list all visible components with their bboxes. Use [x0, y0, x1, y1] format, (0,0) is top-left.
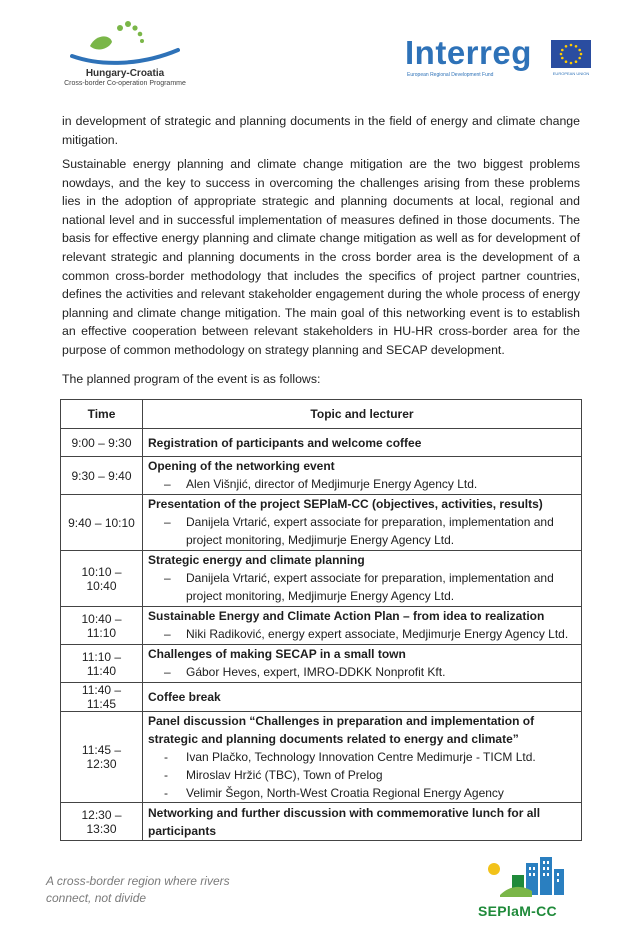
table-row: [61, 457, 582, 495]
slogan-line-1: A cross-border region where rivers: [46, 874, 230, 888]
intro-paragraph: in development of strategic and planning documents in the field of energy and climate change mitigation.: [62, 114, 580, 147]
lecturer-list: [148, 475, 576, 493]
program-rows: [61, 429, 582, 841]
project-logo-text: SEPlaM-CC: [478, 903, 557, 919]
lecturer-item: [148, 625, 576, 643]
bullet-dash: –: [164, 665, 171, 679]
row-topic: [143, 429, 582, 457]
table-row: [61, 683, 582, 712]
lecturer-text: Alen Višnjić, director of Medjimurje Energy Agency Ltd.: [186, 477, 478, 491]
slogan-line-2: connect, not divide: [46, 891, 147, 905]
row-topic: [143, 457, 582, 495]
row-time: 11:40 – 11:45: [61, 683, 143, 712]
row-time: 11:45 – 12:30: [61, 712, 143, 803]
lecturer-text: Danijela Vrtarić, expert associate for preparation, implementation and project monitoring, Medjimurje Energy Agency Ltd.: [186, 571, 554, 603]
lecturer-text: Gábor Heves, expert, IMRO-DDKK Nonprofit Kft.: [186, 665, 446, 679]
lecturer-item: [148, 513, 576, 549]
session-title: Presentation of the project SEPlaM-CC (objectives, activities, results): [148, 497, 543, 511]
lecturer-list: [148, 748, 576, 802]
city-buildings-icon: [486, 855, 576, 903]
session-title: Strategic energy and climate planning: [148, 553, 365, 567]
row-time: 9:40 – 10:10: [61, 495, 143, 551]
footer-slogan: [46, 873, 230, 907]
bullet-dash: -: [164, 768, 168, 782]
row-topic: [143, 683, 582, 712]
lecturer-text: Danijela Vrtarić, expert associate for preparation, implementation and project monitoring, Medjimurje Energy Agency Ltd.: [186, 515, 554, 547]
session-title: Opening of the networking event: [148, 459, 335, 473]
row-topic: [143, 645, 582, 683]
table-row: [61, 645, 582, 683]
table-row: [61, 495, 582, 551]
session-title: Coffee break: [148, 690, 221, 704]
row-time: 9:00 – 9:30: [61, 429, 143, 457]
interreg-wordmark: Interreg: [405, 34, 532, 71]
hungary-croatia-logo: [50, 20, 200, 100]
lecturer-item: [148, 663, 576, 681]
table-header-row: [61, 400, 582, 429]
fund-label: European Regional Development Fund: [407, 72, 494, 78]
lecturer-list: [148, 663, 576, 681]
table-row: [61, 803, 582, 841]
row-topic: [143, 551, 582, 607]
row-topic: [143, 803, 582, 841]
eu-flag-icon: [551, 40, 591, 68]
lecturer-list: [148, 625, 576, 643]
bullet-dash: -: [164, 786, 168, 800]
table-row: [61, 551, 582, 607]
row-time: 10:40 – 11:10: [61, 607, 143, 645]
program-table: [60, 399, 582, 841]
table-row: [61, 429, 582, 457]
lecturer-item: [148, 766, 576, 784]
eu-label: EUROPEAN UNION: [552, 71, 590, 76]
lecturer-text: Velimir Šegon, North-West Croatia Regional Energy Agency: [186, 786, 504, 800]
topic-column-header: Topic and lecturer: [143, 400, 582, 429]
row-topic: [143, 712, 582, 803]
bullet-dash: –: [164, 515, 171, 529]
lecturer-text: Miroslav Hržić (TBC), Town of Prelog: [186, 768, 383, 782]
lecturer-item: [148, 569, 576, 605]
hungary-croatia-emblem-icon: [70, 20, 180, 68]
row-time: 11:10 – 11:40: [61, 645, 143, 683]
lecturer-list: [148, 569, 576, 605]
program-intro: The planned program of the event is as follows:: [62, 372, 321, 386]
sepiam-cc-logo: [478, 855, 578, 925]
lecturer-item: [148, 748, 576, 766]
interreg-logo: [405, 34, 595, 85]
lecturer-item: [148, 784, 576, 802]
row-time: 9:30 – 9:40: [61, 457, 143, 495]
row-time: 10:10 – 10:40: [61, 551, 143, 607]
lecturer-text: Ivan Plačko, Technology Innovation Centre Medimurje - TICM Ltd.: [186, 750, 536, 764]
row-topic: [143, 607, 582, 645]
session-title: Sustainable Energy and Climate Action Plan – from idea to realization: [148, 609, 545, 623]
bullet-dash: –: [164, 477, 171, 491]
session-title: Registration of participants and welcome coffee: [148, 435, 422, 450]
row-time: 12:30 – 13:30: [61, 803, 143, 841]
lecturer-item: [148, 475, 576, 493]
lecturer-list: [148, 513, 576, 549]
session-title: Panel discussion “Challenges in preparation and implementation of strategic and planning documents related to energy and climate”: [148, 714, 535, 746]
programme-subtitle: Cross-border Co-operation Programme: [64, 80, 186, 87]
bullet-dash: –: [164, 627, 171, 641]
time-column-header: Time: [61, 400, 143, 429]
bullet-dash: –: [164, 571, 171, 585]
lecturer-text: Niki Radiković, energy expert associate, Medjimurje Energy Agency Ltd.: [186, 627, 569, 641]
programme-name: Hungary-Croatia: [85, 68, 165, 79]
row-topic: [143, 495, 582, 551]
session-title: Challenges of making SECAP in a small town: [148, 647, 406, 661]
table-row: [61, 712, 582, 803]
table-row: [61, 607, 582, 645]
context-paragraph: Sustainable energy planning and climate change mitigation are the two biggest problems nowdays, and the key to success in overcoming the challenges arising from these problems lies in the adoption of appropriate strategic and planning documents at local, regional and national level and in successful implementation of measures defined in those documents. The basis for effective energy planning and climate change mitigation as well as for development of relevant strategic and planning documents in the cross border area is the development of a common cross-border methodology that includes the specifics of project partner countries, defines the activities and relevant stakeholder engagement during the whole process of energy planning and climate change mitigation. The main goal of this networking event is to establish an effective cooperation between relevant stakeholders in HU-HR cross-border area for the purpose of common methodology on strategy planning and SECAP development.: [62, 157, 580, 357]
session-title: Networking and further discussion with commemorative lunch for all participants: [148, 805, 541, 838]
bullet-dash: -: [164, 750, 168, 764]
